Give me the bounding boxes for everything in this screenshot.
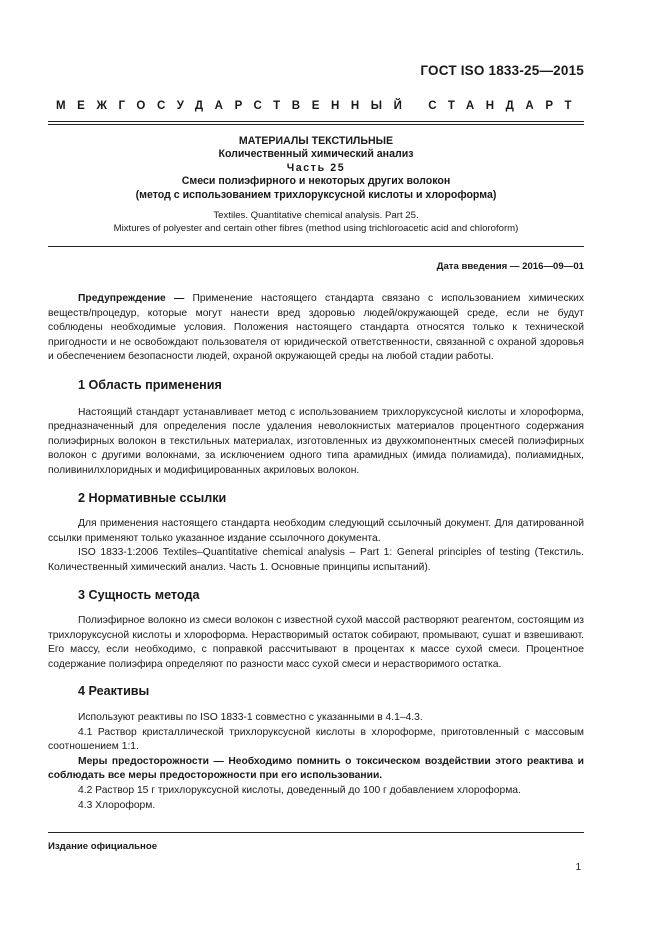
effective-date: Дата введения — 2016—09—01 [436, 261, 584, 272]
english-title-block [48, 209, 584, 235]
footer-rule [48, 832, 584, 833]
standard-number: ГОСТ ISO 1833-25—2015 [420, 63, 584, 78]
page-number: 1 [575, 862, 581, 873]
section-3-paragraph: Полиэфирное волокно из смеси волокон с известной сухой массой растворяют реагентом, состоящим из трихлоруксусной кислоты и хлороформа. Нерастворимый остаток собирают, промывают, сушат и взвешивают. Его массу, если необходимо, с поправкой рассчитывают в процентах к массе сухой смеси. Процентное содержание полиэфира определяют по разности масс сухой смеси и нерастворимого остатка. [48, 615, 584, 670]
section-4-paragraph-1: Используют реактивы по ISO 1833-1 совместно с указанными в 4.1–4.3. [78, 712, 423, 724]
warning-label: Предупреждение — [78, 293, 185, 304]
section-4-paragraph-4: 4.2 Раствор 15 г трихлоруксусной кислоты, доведенный до 100 г добавлением хлороформа. [78, 785, 521, 797]
section-1-heading: 1 Область применения [78, 377, 222, 392]
document-body [48, 292, 584, 813]
title-line-4: Смеси полиэфирного и некоторых других волокон [181, 175, 451, 188]
header-rule [48, 121, 584, 122]
section-4-paragraph-5: 4.3 Хлороформ. [78, 799, 156, 811]
section-2-paragraph-1: Для применения настоящего стандарта необходим следующий ссылочный документ. Для датированной ссылки применяют только указанное издание ссылочного документа. [48, 518, 584, 544]
title-block [48, 135, 584, 202]
title-line-1: МАТЕРИАЛЫ ТЕКСТИЛЬНЫЕ [238, 135, 394, 147]
section-1-paragraph: Настоящий стандарт устанавливает метод с использованием трихлоруксусной кислоты и хлороформа, предназначенный для определения после удаления неволокнистых материалов процентного содержания полиэфирных волокон в текстильных материалах, изготовленных из двухкомпонентных смесей полиэфирных волокон с другими волокнами, за исключением одного типа арамидных (имида полиамида), полиамидных, поливинилхлоридных и модифицированных акриловых волокон. [48, 406, 584, 476]
section-2-heading: 2 Нормативные ссылки [78, 490, 227, 505]
section-4-paragraph-2: 4.1 Раствор кристаллической трихлоруксусной кислоты в хлороформе, приготовленный с массовым соотношением 1:1. [48, 726, 584, 753]
interstate-standard-banner: МЕЖГОСУДАРСТВЕННЫЙ СТАНДАРТ [56, 100, 584, 112]
warning-text: Применение настоящего стандарта связано с использованием химических веществ/процедур, которые могут нанести вред здоровью людей/окружающей среде, если не будут соблюдены необходимые условия. Положения настоящего стандарта относятся только к технической пригодности и не освобождают пользователя от юридической ответственности, связанной с охраной здоровья и обеспечением безопасности людей, охраной окружающей среды на любой стадии работы. [48, 293, 584, 363]
english-title-line-1: Textiles. Quantitative chemical analysis. Part 25. [213, 210, 419, 221]
warning-paragraph [48, 292, 584, 365]
header-rule-thin [48, 124, 584, 125]
english-title-line-2: Mixtures of polyester and certain other fibres (method using trichloroacetic acid and chloroform) [113, 223, 519, 235]
title-line-3: Часть 25 [286, 161, 346, 174]
title-line-2: Количественный химический анализ [218, 148, 414, 161]
edition-label: Издание официальное [48, 841, 158, 852]
title-rule [48, 246, 584, 247]
section-2-paragraph-2: ISO 1833-1:2006 Textiles–Quantitative chemical analysis – Part 1: General principles of testing (Текстиль. Количественный химический анализ. Часть 1. Основные принципы испытаний). [48, 547, 584, 573]
section-4-precautions: Меры предосторожности — Необходимо помнить о токсическом воздействии этого реактива и соблюдать все меры предосторожности при его использовании. [48, 755, 584, 782]
section-3-heading: 3 Сущность метода [78, 587, 200, 602]
title-line-5: (метод с использованием трихлоруксусной кислоты и хлороформа) [135, 188, 497, 201]
section-4-heading: 4 Реактивы [78, 684, 150, 699]
